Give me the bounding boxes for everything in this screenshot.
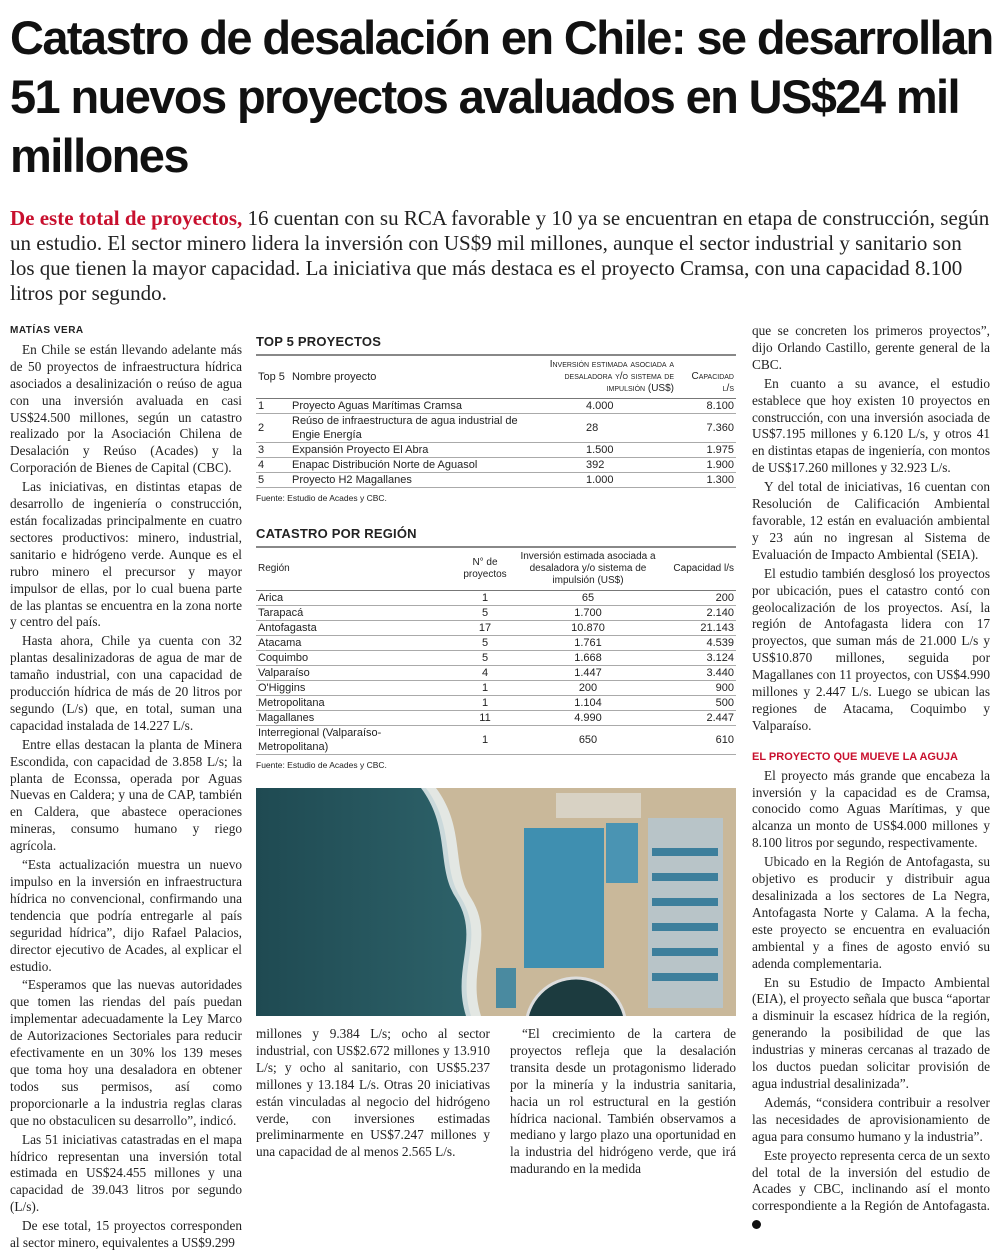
column-1	[10, 323, 242, 1254]
table-cell: 10.870	[514, 621, 662, 636]
paragraph: Y del total de iniciativas, 16 cuentan con Resolución de Calificación Ambiental favorable, 12 están en evaluación ambiental y 23 aún no ingresan al Sistema de Evaluación de Impacto Ambiental (SEIA).	[752, 479, 990, 562]
table-cell: 2.447	[662, 711, 736, 726]
paragraph: millones y 9.384 L/s; ocho al sector industrial, con US$2.672 millones y 13.910 L/s; y ocho al sanitario, con US$5.237 millones y 13.184 L/s. Otras 20 iniciativas están vinculadas al negocio del hidrógeno verde, con inversiones estimadas preliminarmente en US$7.247 millones y una capacidad de al menos 2.565 L/s.	[256, 1026, 490, 1160]
table-row	[256, 681, 736, 696]
col-header: N° de proyectos	[456, 547, 514, 591]
top5-table-block	[256, 334, 736, 503]
region-table	[256, 546, 736, 755]
col-header: Inversión estimada asociada a desaladora y/o sistema de impulsión (US$)	[546, 355, 676, 399]
paragraph: “Esta actualización muestra un nuevo impulso en la inversión en infraestructura hídrica no convencional, confirmando una tendencia que podría entregarle al país seguridad hídrica”, dijo Rafael Palacios, director ejecutivo de Acades, al explicar el estudio.	[10, 857, 242, 974]
table-cell: O'Higgins	[256, 681, 456, 696]
col-header: Top 5	[256, 355, 290, 399]
paragraph: Ubicado en la Región de Antofagasta, su objetivo es producir y distribuir agua desalinizada a los sectores de La Negra, Antofagasta Norte y Calama. A la fecha, este proyecto se encuentra en evaluación ambiental y a fines de agosto envió su adenda complementaria.	[752, 854, 990, 971]
table-cell: Valparaíso	[256, 666, 456, 681]
table-cell: 392	[546, 458, 676, 473]
table-cell: 1	[456, 681, 514, 696]
region-table-block	[256, 526, 736, 770]
col-header: Inversión estimada asociada a desaladora y/o sistema de impulsión (US$)	[514, 547, 662, 591]
table-cell: 4.000	[546, 399, 676, 414]
byline: MATÍAS VERA	[10, 325, 84, 336]
paragraph: En Chile se están llevando adelante más de 50 proyectos de infraestructura hídrica asociados a desalinización o reúso de agua con una inversión avaluada en casi US$24.500 millones, según un catastro realizado por la Asociación Chilena de Desalación y Reúso (Acades) y la Corporación de Bienes de Capital (CBC).	[10, 341, 242, 476]
table-cell: 2	[256, 414, 290, 443]
end-mark-icon	[752, 1220, 761, 1229]
table-row	[256, 458, 736, 473]
table-row	[256, 711, 736, 726]
table-cell: 11	[456, 711, 514, 726]
table-cell: Proyecto H2 Magallanes	[290, 473, 546, 488]
table-row	[256, 621, 736, 636]
table-cell: Arica	[256, 591, 456, 606]
table-cell: Atacama	[256, 636, 456, 651]
col-header: Región	[256, 547, 456, 591]
table-cell: 5	[456, 606, 514, 621]
table-cell: 4.990	[514, 711, 662, 726]
table-row	[256, 651, 736, 666]
table-row	[256, 606, 736, 621]
paragraph: De ese total, 15 proyectos corresponden al sector minero, equivalentes a US$9.299	[10, 1218, 242, 1251]
paragraph: “Esperamos que las nuevas autoridades que tomen las riendas del país puedan implementar adecuadamente la Ley Marco de Autorizaciones Sectoriales para reducir efectivamente en un 30% los 139 meses que toma hoy una desaladora en obtener todos sus permisos, así como proporcionarle a la industria reglas claras que no obstaculicen su desarrollo”, indicó.	[10, 977, 242, 1128]
lead-paragraph	[10, 206, 990, 306]
table-cell: 1.761	[514, 636, 662, 651]
headline: Catastro de desalación en Chile: se desarrollan 51 nuevos proyectos avaluados en US$24 mil millones	[10, 11, 993, 182]
table-cell: 5	[456, 636, 514, 651]
table-title: CATASTRO POR REGIÓN	[256, 526, 417, 541]
table-cell: 1.447	[514, 666, 662, 681]
table-cell: 1	[456, 696, 514, 711]
paragraph: Hasta ahora, Chile ya cuenta con 32 plantas desalinizadoras de agua de mar de tamaño industrial, con una capacidad de producción hídrica de más de 20 litros por segundo (L/s) que, en total, suman una capacidad instalada de 14.227 L/s.	[10, 633, 242, 733]
paragraph: El proyecto más grande que encabeza la inversión y la capacidad es de Cramsa, conocido como Aguas Marítimas, y que alcanza un monto de US$4.000 millones y 8.100 litros por segundo, respectivamente.	[752, 767, 990, 851]
table-cell: Enapac Distribución Norte de Aguasol	[290, 458, 546, 473]
paragraph: que se concreten los primeros proyectos”, dijo Orlando Castillo, gerente general de la CBC.	[752, 323, 990, 372]
table-cell: 2.140	[662, 606, 736, 621]
table-source: Fuente: Estudio de Acades y CBC.	[256, 760, 387, 770]
table-cell: 1	[456, 726, 514, 755]
table-cell: 3	[256, 443, 290, 458]
table-cell: 4.539	[662, 636, 736, 651]
paragraph: “El crecimiento de la cartera de proyectos refleja que la desalación transita desde un protagonismo liderado por la minería y la industria sanitaria, hacia un rol estructural en la gestión hídrica nacional. También observamos a mediano y largo plazo una oportunidad en la industria del hidrógeno verde, que irá madurando en la medida	[510, 1026, 736, 1177]
table-cell: 1	[256, 399, 290, 414]
paragraph: Las iniciativas, en distintas etapas de desarrollo de ingeniería o construcción, están focalizadas principalmente en cuatro sectores productivos: minero, industrial, sanitario e hidrógeno verde. Aunque es el rubro minero el precursor y mayor impulsor de ellas, por lo cual buena parte de las plantas se encuentra en la zona norte y centro del país.	[10, 479, 242, 630]
table-cell: 1.500	[546, 443, 676, 458]
table-cell: 1.000	[546, 473, 676, 488]
table-row	[256, 726, 736, 755]
table-row	[256, 636, 736, 651]
table-cell: Magallanes	[256, 711, 456, 726]
table-cell: 1	[456, 591, 514, 606]
table-cell: Expansión Proyecto El Abra	[290, 443, 546, 458]
table-cell: Coquimbo	[256, 651, 456, 666]
table-cell: 610	[662, 726, 736, 755]
table-cell: 21.143	[662, 621, 736, 636]
column-2a	[256, 1026, 490, 1163]
table-cell: 5	[256, 473, 290, 488]
table-row	[256, 591, 736, 606]
paragraph: En su Estudio de Impacto Ambiental (EIA), el proyecto señala que busca “aportar a disminuir la escasez hídrica de la región, generando la posibilidad de que las industrias y mineras cercanas al trazado de los ductos puedan solicitar provisión de agua industrial desalinizada”.	[752, 974, 990, 1091]
table-row	[256, 473, 736, 488]
table-cell: 65	[514, 591, 662, 606]
table-cell: 1.104	[514, 696, 662, 711]
table-cell: 28	[546, 414, 676, 443]
table-title: TOP 5 PROYECTOS	[256, 334, 382, 349]
table-cell: Proyecto Aguas Marítimas Cramsa	[290, 399, 546, 414]
table-cell: Interregional (Valparaíso- Metropolitana)	[256, 726, 456, 755]
col-header: Capacidad l/s	[676, 355, 736, 399]
table-cell: Metropolitana	[256, 696, 456, 711]
table-row	[256, 414, 736, 443]
table-cell: Tarapacá	[256, 606, 456, 621]
paragraph: El estudio también desglosó los proyectos por ubicación, pues el catastro contó con geolocalización de los proyectos. Así, la región de Antofagasta lidera con 17 proyectos, que suman más de 21.000 L/s y US$10.870 millones, seguida por Magallanes con 11 proyectos, con US$4.990 millones y 2.447 L/s. Luego se ubican las regiones de Atacama, Coquimbo y Valparaíso.	[752, 565, 990, 733]
table-cell: 5	[456, 651, 514, 666]
table-cell: 7.360	[676, 414, 736, 443]
column-3	[752, 323, 990, 1234]
top5-table	[256, 354, 736, 488]
table-cell: 200	[662, 591, 736, 606]
table-cell: 650	[514, 726, 662, 755]
column-2b	[510, 1026, 736, 1180]
paragraph: Entre ellas destacan la planta de Minera Escondida, con capacidad de 3.858 L/s; la planta de Econssa, operada por Aguas Nuevas en Caldera; y una de CAP, también en Caldera, que abastece operaciones mineras, consumo humano y riego agrícola.	[10, 736, 242, 854]
col-header: Capacidad l/s	[662, 547, 736, 591]
table-source: Fuente: Estudio de Acades y CBC.	[256, 493, 387, 503]
table-cell: 3.440	[662, 666, 736, 681]
table-cell: 17	[456, 621, 514, 636]
col-header: Nombre proyecto	[290, 355, 546, 399]
paragraph: Además, “considera contribuir a resolver las necesidades de aprovisionamiento de agua para consumo humano y la industria”.	[752, 1094, 990, 1144]
table-row	[256, 696, 736, 711]
desalination-plant-aerial-photo	[256, 788, 736, 1016]
table-cell: 500	[662, 696, 736, 711]
table-cell: 1.900	[676, 458, 736, 473]
lead-highlight: De este total de proyectos,	[10, 206, 243, 230]
table-cell: 1.668	[514, 651, 662, 666]
table-row	[256, 666, 736, 681]
table-cell: 8.100	[676, 399, 736, 414]
paragraph: En cuanto a su avance, el estudio establece que hoy existen 10 proyectos en construcción, con una inversión asociada de US$7.195 millones y 6.120 L/s, y otros 41 en distintas etapas de ingeniería, con montos de US$17.260 millones y 32.923 L/s.	[752, 375, 990, 476]
table-cell: 3.124	[662, 651, 736, 666]
table-row	[256, 399, 736, 414]
table-cell: 4	[256, 458, 290, 473]
paragraph: Este proyecto representa cerca de un sexto del total de la inversión del estudio de Acades y CBC, inclinando así el monto correspondiente a la Región de Antofagasta.	[752, 1148, 990, 1233]
table-cell: 4	[456, 666, 514, 681]
table-cell: 200	[514, 681, 662, 696]
table-cell: Reúso de infraestructura de agua industrial de Engie Energía	[290, 414, 546, 443]
table-cell: 1.975	[676, 443, 736, 458]
lead-text: 16 cuentan con su RCA favorable y 10 ya se encuentran en etapa de construcción, según un estudio. El sector minero lidera la inversión con US$9 mil millones, aunque el sector industrial y sanitario son los que tienen la mayor capacidad. La iniciativa que más destaca es el proyecto Cramsa, con una capacidad 8.100 litros por segundo.	[10, 206, 990, 305]
table-cell: 900	[662, 681, 736, 696]
table-row	[256, 443, 736, 458]
paragraph: Las 51 iniciativas catastradas en el mapa hídrico representan una inversión total estimada en US$24.455 millones y una capacidad de 39.043 litros por segundo (L/s).	[10, 1131, 242, 1215]
table-cell: Antofagasta	[256, 621, 456, 636]
table-cell: 1.300	[676, 473, 736, 488]
subheading: EL PROYECTO QUE MUEVE LA AGUJA	[752, 750, 958, 763]
table-cell: 1.700	[514, 606, 662, 621]
